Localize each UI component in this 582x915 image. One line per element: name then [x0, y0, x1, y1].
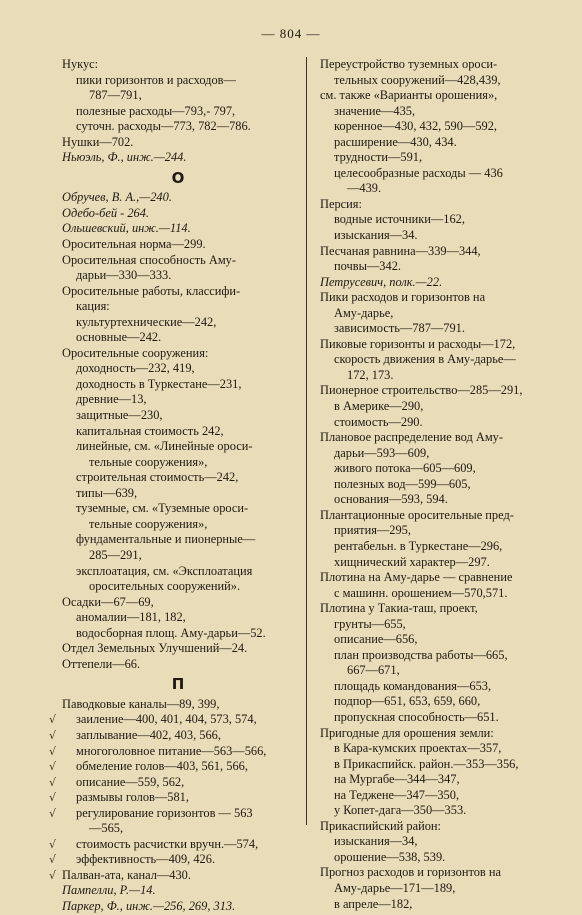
entry-text: основания—593, 594. [334, 492, 448, 507]
index-subentry [320, 788, 550, 804]
entry-text: П [171, 675, 185, 694]
entry-text: в апреле—182, [334, 896, 413, 911]
entry-text: Оросительная способность Аму- [62, 252, 236, 267]
index-subentry [320, 741, 550, 757]
index-subentry [320, 352, 550, 368]
entry-text: древние—13, [76, 392, 147, 407]
entry-text: Аму-дарье—171—189, [334, 880, 456, 895]
entry-text: заплывание—402, 403, 566, [76, 727, 221, 742]
index-subentry [320, 772, 550, 788]
index-entry [320, 508, 550, 524]
index-subentry [62, 330, 294, 346]
index-subentry [62, 424, 294, 440]
index-subentry [62, 579, 294, 595]
index-subentry [320, 212, 550, 228]
entry-text: типы—639, [76, 485, 138, 500]
index-subentry [320, 446, 550, 462]
index-entry [320, 601, 550, 617]
entry-text: описание—559, 562, [76, 774, 185, 789]
index-subentry [62, 268, 294, 284]
index-subentry [320, 306, 550, 322]
entry-text: Петрусевич, полк.—22. [320, 274, 443, 289]
index-entry [320, 197, 550, 213]
index-subentry [320, 757, 550, 773]
index-subentry [320, 135, 550, 151]
entry-text: фундаментальные и пионерные— [76, 532, 256, 547]
index-subentry [320, 648, 550, 664]
index-entry [62, 57, 294, 73]
checkmark-icon: √ [49, 868, 57, 882]
index-entry [62, 284, 294, 300]
index-subentry [320, 368, 550, 384]
entry-text: Паркер, Ф., инж.—256, 269, 313. [62, 898, 236, 913]
index-entry [320, 244, 550, 260]
entry-text: Палван-ата, канал—430. [62, 867, 191, 882]
index-entry [62, 883, 294, 899]
checkmark-icon: √ [49, 728, 57, 742]
checkmark-icon: √ [49, 837, 57, 851]
entry-text: основные—242. [76, 330, 162, 345]
entry-text: дарьи—330—333. [76, 268, 172, 283]
entry-text: эффективность—409, 426. [76, 852, 216, 867]
entry-text: пропускная способность—651. [334, 709, 499, 724]
index-subentry [320, 834, 550, 850]
index-subentry [62, 408, 294, 424]
entry-text: описание—656, [334, 632, 418, 647]
index-entry [62, 697, 294, 713]
checkmark-icon: √ [49, 775, 57, 789]
entry-text: 172, 173. [347, 367, 394, 382]
entry-text: в Америке—290, [334, 399, 424, 414]
index-subentry [62, 517, 294, 533]
entry-text: Нукус: [62, 57, 99, 71]
index-entry [320, 865, 550, 881]
entry-text: 667—671, [347, 663, 400, 678]
entry-text: Прогноз расходов и горизонтов на [320, 865, 501, 880]
entry-text: орошение—538, 539. [334, 849, 446, 864]
index-entry [62, 641, 294, 657]
index-entry [320, 430, 550, 446]
entry-text: аномалии—181, 182, [76, 610, 186, 625]
index-subentry [320, 539, 550, 555]
index-subentry [49, 712, 294, 728]
index-subentry [320, 850, 550, 866]
entry-text: Прикаспийский район: [320, 818, 441, 833]
index-entry [320, 337, 550, 353]
entry-text: Аму-дарье, [334, 305, 394, 320]
index-subentry [320, 104, 550, 120]
entry-text: О [171, 168, 185, 187]
entry-text: на Мургабе—344—347, [334, 772, 460, 787]
index-column-right [320, 57, 550, 912]
entry-text: Пики расходов и горизонтов на [320, 290, 486, 305]
entry-text: живого потока—605—609, [334, 461, 476, 476]
entry-text: полезные расходы—793,- 797, [76, 103, 236, 118]
index-subentry [62, 486, 294, 502]
index-subentry [320, 477, 550, 493]
index-subentry [320, 881, 550, 897]
column-divider [306, 57, 307, 825]
checkmark-icon: √ [49, 760, 57, 774]
entry-text: Паводковые каналы—89, 399, [62, 696, 220, 711]
entry-text: Оросительные сооружения: [62, 345, 209, 360]
entry-text: эксплоатация, см. «Эксплоатация [76, 563, 253, 578]
index-entry [320, 290, 550, 306]
index-entry [62, 595, 294, 611]
entry-text: строительная стоимость—242, [76, 470, 239, 485]
entry-text: на Теджене—347—350, [334, 787, 460, 802]
entry-text: тельных сооружений—428,439, [334, 72, 501, 87]
entry-text: Отдел Земельных Улучшений—24. [62, 641, 248, 656]
index-column-left [49, 57, 294, 915]
checkmark-icon: √ [49, 806, 57, 820]
entry-text: водосборная площ. Аму-дарьи—52. [76, 625, 266, 640]
index-subentry [320, 228, 550, 244]
entry-text: Осадки—67—69, [62, 594, 154, 609]
index-subentry [62, 104, 294, 120]
index-subentry [62, 439, 294, 455]
index-subentry [320, 632, 550, 648]
index-subentry [320, 119, 550, 135]
entry-text: пики горизонтов и расходов— [76, 72, 236, 87]
entry-text: Пригодные для орошения земли: [320, 725, 494, 740]
entry-text: Оросительные работы, классифи- [62, 283, 241, 298]
index-subentry [320, 321, 550, 337]
entry-text: площадь командования—653, [334, 678, 492, 693]
index-entry [62, 657, 294, 673]
index-subentry [49, 852, 294, 868]
index-subentry [62, 455, 294, 471]
entry-text: у Копет-дага—350—353. [334, 803, 467, 818]
entry-text: Оросительная норма—299. [62, 237, 206, 252]
entry-text: рентабельн. в Туркестане—296, [334, 538, 503, 553]
entry-text: Переустройство туземных ороси- [320, 57, 498, 71]
index-subentry [62, 501, 294, 517]
entry-text: Плотина у Такиа-таш, проект, [320, 601, 478, 616]
entry-text: изыскания—34, [334, 834, 418, 849]
checkmark-icon: √ [49, 713, 57, 727]
index-entry [320, 726, 550, 742]
index-subentry [320, 73, 550, 89]
index-subentry [62, 377, 294, 393]
index-subentry [62, 532, 294, 548]
entry-text: доходность—232, 419, [76, 361, 195, 376]
section-letter [62, 168, 294, 187]
index-subentry [320, 415, 550, 431]
entry-text: тельные сооружения», [89, 516, 208, 531]
index-subentry [49, 805, 294, 822]
entry-text: размывы голов—581, [76, 790, 189, 805]
index-subentry [62, 119, 294, 135]
entry-text: 787—791, [89, 88, 142, 103]
index-subentry [49, 759, 294, 775]
index-subentry [320, 461, 550, 477]
entry-text: с машинн. орошением—570,571. [334, 585, 508, 600]
index-subentry [49, 727, 294, 744]
index-entry [62, 237, 294, 253]
index-subentry [320, 897, 550, 913]
index-subentry [62, 299, 294, 315]
index-entry [49, 867, 294, 884]
entry-text: Пампелли, Р.—14. [62, 883, 156, 898]
entry-text: трудности—591, [334, 150, 423, 165]
section-letter [62, 677, 294, 693]
index-subentry [320, 150, 550, 166]
entry-text: Ньюэль, Ф., инж.—244. [62, 150, 187, 165]
entry-text: зависимость—787—791. [334, 321, 465, 336]
index-subentry [49, 790, 294, 806]
entry-text: тельные сооружения», [89, 454, 208, 469]
entry-text: план производства работы—665, [334, 647, 508, 662]
entry-text: грунты—655, [334, 616, 406, 631]
entry-text: Обручев, В. А.,—240. [62, 190, 172, 205]
index-entry [62, 150, 294, 166]
index-subentry [320, 492, 550, 508]
entry-text: приятия—295, [334, 523, 411, 538]
index-subentry [49, 836, 294, 853]
entry-text: Плановое распределение вод Аму- [320, 430, 503, 445]
index-subentry [320, 694, 550, 710]
entry-text: целесообразные расходы — 436 [334, 165, 503, 180]
entry-text: скорость движения в Аму-дарье— [334, 352, 516, 367]
index-subentry [320, 586, 550, 602]
index-entry [320, 819, 550, 835]
index-subentry [320, 803, 550, 819]
index-subentry [320, 259, 550, 275]
index-subentry [62, 392, 294, 408]
entry-text: изыскания—34. [334, 228, 418, 243]
entry-text: в Кара-кумских проектах—357, [334, 741, 502, 756]
index-entry [62, 253, 294, 269]
checkmark-icon: √ [49, 791, 57, 805]
index-entry [62, 899, 294, 915]
index-subentry [320, 181, 550, 197]
index-entry [62, 221, 294, 237]
entry-text: Ольшевский, инж.—114. [62, 221, 191, 236]
index-subentry [62, 548, 294, 564]
index-subentry [62, 88, 294, 104]
index-entry [320, 275, 550, 291]
entry-text: подпор—651, 653, 659, 660, [334, 694, 481, 709]
index-subentry [62, 73, 294, 89]
index-subentry [62, 610, 294, 626]
entry-text: в Прикаспийск. район.—353—356, [334, 756, 519, 771]
checkmark-icon: √ [49, 853, 57, 867]
index-entry [320, 57, 550, 73]
entry-text: значение—435, [334, 103, 416, 118]
entry-text: —565, [89, 821, 124, 836]
index-subentry [62, 564, 294, 580]
entry-text: почвы—342. [334, 259, 401, 274]
index-subentry [62, 361, 294, 377]
entry-text: туземные, см. «Туземные ороси- [76, 501, 249, 516]
entry-text: Плантационные оросительные пред- [320, 507, 514, 522]
index-subentry [62, 821, 294, 837]
checkmark-icon: √ [49, 744, 57, 758]
entry-text: линейные, см. «Линейные ороси- [76, 439, 253, 454]
page-number: — 804 — [261, 26, 321, 41]
entry-text: коренное—430, 432, 590—592, [334, 119, 498, 134]
index-entry [62, 206, 294, 222]
entry-text: Пиковые горизонты и расходы—172, [320, 336, 516, 351]
index-subentry [320, 523, 550, 539]
entry-text: кация: [76, 299, 110, 314]
entry-text: Песчаная равнина—339—344, [320, 243, 481, 258]
entry-text: регулирование горизонтов — 563 [76, 805, 253, 820]
index-entry [62, 346, 294, 362]
entry-text: защитные—230, [76, 408, 163, 423]
index-subentry [62, 470, 294, 486]
index-entry [320, 88, 550, 104]
index-subentry [320, 399, 550, 415]
index-entry [62, 190, 294, 206]
entry-text: —439. [347, 181, 382, 196]
index-subentry [320, 617, 550, 633]
entry-text: Одебо-бей - 264. [62, 205, 150, 220]
entry-text: капитальная стоимость 242, [76, 423, 224, 438]
index-subentry [62, 626, 294, 642]
entry-text: Пионерное строительство—285—291, [320, 383, 523, 398]
entry-text: доходность в Туркестане—231, [76, 376, 242, 391]
entry-text: стоимость—290. [334, 414, 423, 429]
index-entry [320, 383, 550, 399]
entry-text: Персия: [320, 196, 362, 211]
entry-text: Плотина на Аму-дарье — сравнение [320, 570, 513, 585]
entry-text: расширение—430, 434. [334, 134, 457, 149]
entry-text: водные источники—162, [334, 212, 465, 227]
index-subentry [320, 555, 550, 571]
index-entry [62, 135, 294, 151]
entry-text: см. также «Варианты орошения», [320, 88, 498, 103]
entry-text: многоголовное питание—563—566, [76, 743, 267, 758]
entry-text: Нушки—702. [62, 134, 134, 149]
entry-text: хищнический характер—297. [334, 554, 490, 569]
entry-text: 285—291, [89, 547, 142, 562]
entry-text: полезных вод—599—605, [334, 476, 471, 491]
index-entry [320, 570, 550, 586]
index-subentry [320, 679, 550, 695]
index-subentry [49, 774, 294, 791]
index-subentry [320, 710, 550, 726]
index-subentry [49, 743, 294, 760]
entry-text: заиление—400, 401, 404, 573, 574, [76, 712, 257, 727]
entry-text: стоимость расчистки вручн.—574, [76, 836, 259, 851]
entry-text: суточн. расходы—773, 782—786. [76, 119, 251, 134]
entry-text: обмеление голов—403, 561, 566, [76, 759, 248, 774]
entry-text: Оттепели—66. [62, 656, 141, 671]
index-subentry [320, 663, 550, 679]
entry-text: дарьи—593—609, [334, 445, 430, 460]
entry-text: оросительных сооружений». [89, 579, 241, 594]
index-subentry [320, 166, 550, 182]
index-subentry [62, 315, 294, 331]
entry-text: культуртехнические—242, [76, 314, 217, 329]
